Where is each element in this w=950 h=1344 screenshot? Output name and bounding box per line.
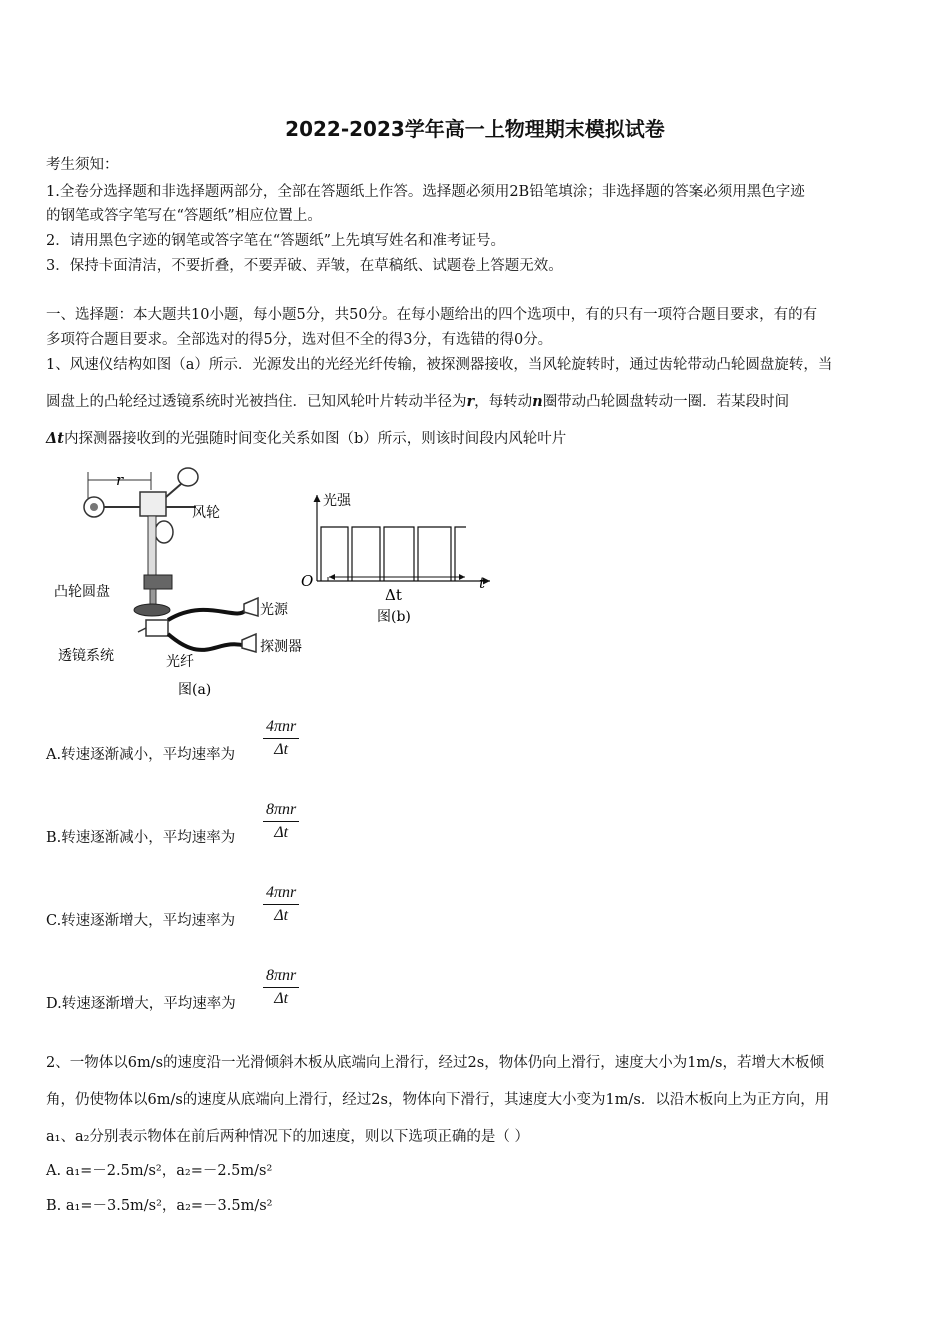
label-detector: 探测器 <box>260 639 302 655</box>
y-axis-label: 光强 <box>323 493 351 509</box>
q1-option-d-fraction: 8πnr Δt <box>263 967 299 1008</box>
q1-option-a: A.转速逐渐减小，平均速率为 <box>46 747 236 763</box>
wind-cup <box>178 468 198 486</box>
label-fiber: 光纤 <box>166 654 194 670</box>
interval-label: Δt <box>385 586 402 604</box>
q1-stem-2: 圆盘上的凸轮经过透镜系统时光被挡住．已知风轮叶片转动半径为r，每转动n圈带动凸轮圆盘转动一圈．若某段时间 <box>46 393 790 410</box>
q1-option-d: D.转速逐渐增大，平均速率为 <box>46 996 236 1012</box>
q1-stem-3: Δt内探测器接收到的光强随时间变化关系如图（b）所示，则该时间段内风轮叶片 <box>46 430 567 447</box>
q1-option-a-fraction: 4πnr Δt <box>263 718 299 759</box>
label-wind-wheel: 风轮 <box>192 505 220 521</box>
q1-stem-1: 1、风速仪结构如图（a）所示．光源发出的光经光纤传输，被探测器接收，当风轮旋转时，通过齿轮带动凸轮圆盘旋转，当 <box>46 357 833 373</box>
notice-item-1-cont: 的钢笔或答字笔写在“答题纸”相应位置上。 <box>46 208 322 224</box>
q2-stem-1: 2、一物体以6m/s的速度沿一光滑倾斜木板从底端向上滑行，经过2s，物体仍向上滑行，速度大小为1m/s，若增大木板倾 <box>46 1055 824 1071</box>
q2-stem-2: 角，仍使物体以6m/s的速度从底端向上滑行，经过2s，物体向下滑行，其速度大小变为1m/s．以沿木板向上为正方向，用 <box>46 1092 830 1108</box>
q1-option-b-fraction: 8πnr Δt <box>263 801 299 842</box>
section-intro-2: 多项符合题目要求。全部选对的得5分，选对但不全的得3分，有选错的得0分。 <box>46 332 553 348</box>
label-light-source: 光源 <box>260 602 288 618</box>
figure-b-caption: 图(b) <box>377 609 411 625</box>
q2-option-b: B. a₁=－3.5m/s²，a₂=－3.5m/s² <box>46 1198 273 1214</box>
lens-system <box>146 620 168 636</box>
section-intro-1: 一、选择题：本大题共10小题，每小题5分，共50分。在每小题给出的四个选项中，有的只有一项符合题目要求，有的有 <box>46 307 818 323</box>
q1-option-c-fraction: 4πnr Δt <box>263 884 299 925</box>
detector <box>242 634 256 652</box>
notice-item-1: 1.全卷分选择题和非选择题两部分，全部在答题纸上作答。选择题必须用2B铅笔填涂；非选择题的答案必须用黑色字迹 <box>46 184 805 200</box>
q2-option-a: A. a₁=－2.5m/s²，a₂=－2.5m/s² <box>46 1163 273 1179</box>
x-axis-label: t <box>479 574 486 592</box>
label-r: r <box>116 471 124 489</box>
page-title: 2022-2023学年高一上物理期末模拟试卷 <box>285 117 665 141</box>
label-lens-system: 透镜系统 <box>58 648 114 664</box>
q1-option-b: B.转速逐渐减小，平均速率为 <box>46 830 236 846</box>
notice-item-3: 3．保持卡面清洁，不要折叠，不要弄破、弄皱，在草稿纸、试题卷上答题无效。 <box>46 258 563 274</box>
figure-b-light-intensity <box>295 485 505 635</box>
figure-a-anemometer <box>46 462 336 702</box>
q1-option-c: C.转速逐渐增大，平均速率为 <box>46 913 236 929</box>
label-cam-disk: 凸轮圆盘 <box>54 584 110 600</box>
origin-label: O <box>301 572 314 590</box>
light-pulse-wave <box>321 527 466 581</box>
notice-item-2: 2．请用黑色字迹的钢笔或答字笔在“答题纸”上先填写姓名和准考证号。 <box>46 233 506 249</box>
light-source <box>244 598 258 616</box>
cam-disk <box>134 604 170 616</box>
notice-heading: 考生须知： <box>46 157 119 173</box>
wind-cup <box>155 521 173 543</box>
q2-stem-3: a₁、a₂分别表示物体在前后两种情况下的加速度，则以下选项正确的是（ ） <box>46 1129 530 1145</box>
figure-a-caption: 图(a) <box>178 682 212 698</box>
